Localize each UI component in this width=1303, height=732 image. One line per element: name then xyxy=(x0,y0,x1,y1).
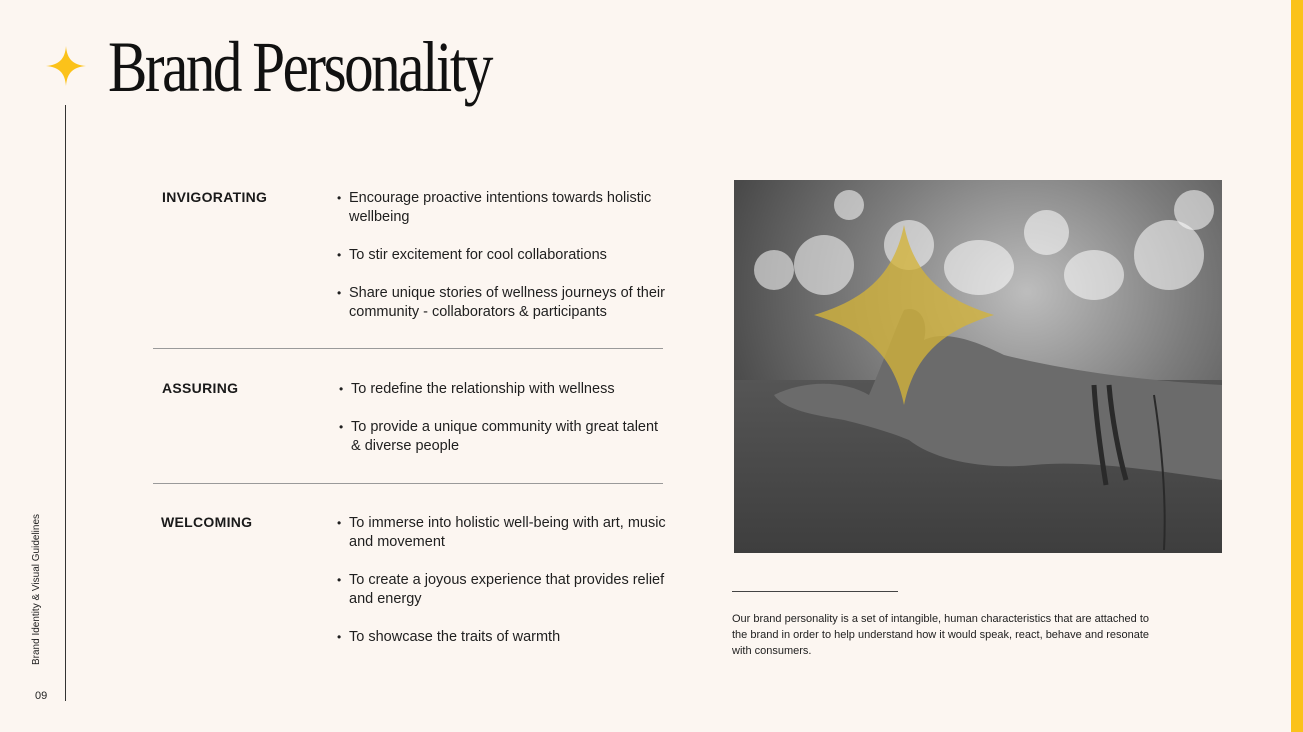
bullet-item: • To create a joyous experience that provides relief and energy xyxy=(337,571,667,609)
accent-bar xyxy=(1291,0,1303,732)
bullet-item: • To immerse into holistic well-being with art, music and movement xyxy=(337,514,667,552)
bullet-item: • To provide a unique community with great talent & diverse people xyxy=(339,418,669,456)
caption-rule xyxy=(732,591,898,592)
page-number: 09 xyxy=(35,690,48,702)
page-title: Brand Personality xyxy=(108,27,491,107)
trait-label: WELCOMING xyxy=(161,514,253,530)
bullet-item: • Share unique stories of wellness journeys of their community - collaborators & participants xyxy=(337,284,667,322)
brand-photo xyxy=(734,180,1222,553)
bullet-item: • To showcase the traits of warmth xyxy=(337,628,667,647)
document-label: Brand Identity & Visual Guidelines xyxy=(31,513,42,665)
bullet-item: • Encourage proactive intentions towards holistic wellbeing xyxy=(337,189,667,227)
trait-bullets xyxy=(337,189,667,341)
section-divider xyxy=(153,483,663,484)
section-divider xyxy=(153,348,663,349)
trait-label: INVIGORATING xyxy=(162,189,268,205)
trait-bullets xyxy=(339,380,669,475)
caption-text: Our brand personality is a set of intangible, human characteristics that are attached to the brand in order to help understand how it would speak, react, behave and resonate with consumers. xyxy=(732,613,1150,657)
bullet-item: • To stir excitement for cool collaborations xyxy=(337,246,667,265)
bullet-item: • To redefine the relationship with wellness xyxy=(339,380,669,399)
trait-bullets xyxy=(337,514,667,666)
trait-label: ASSURING xyxy=(162,380,239,396)
vertical-divider xyxy=(65,105,66,701)
four-point-star-icon xyxy=(734,180,1222,553)
four-point-star-icon xyxy=(46,46,86,86)
